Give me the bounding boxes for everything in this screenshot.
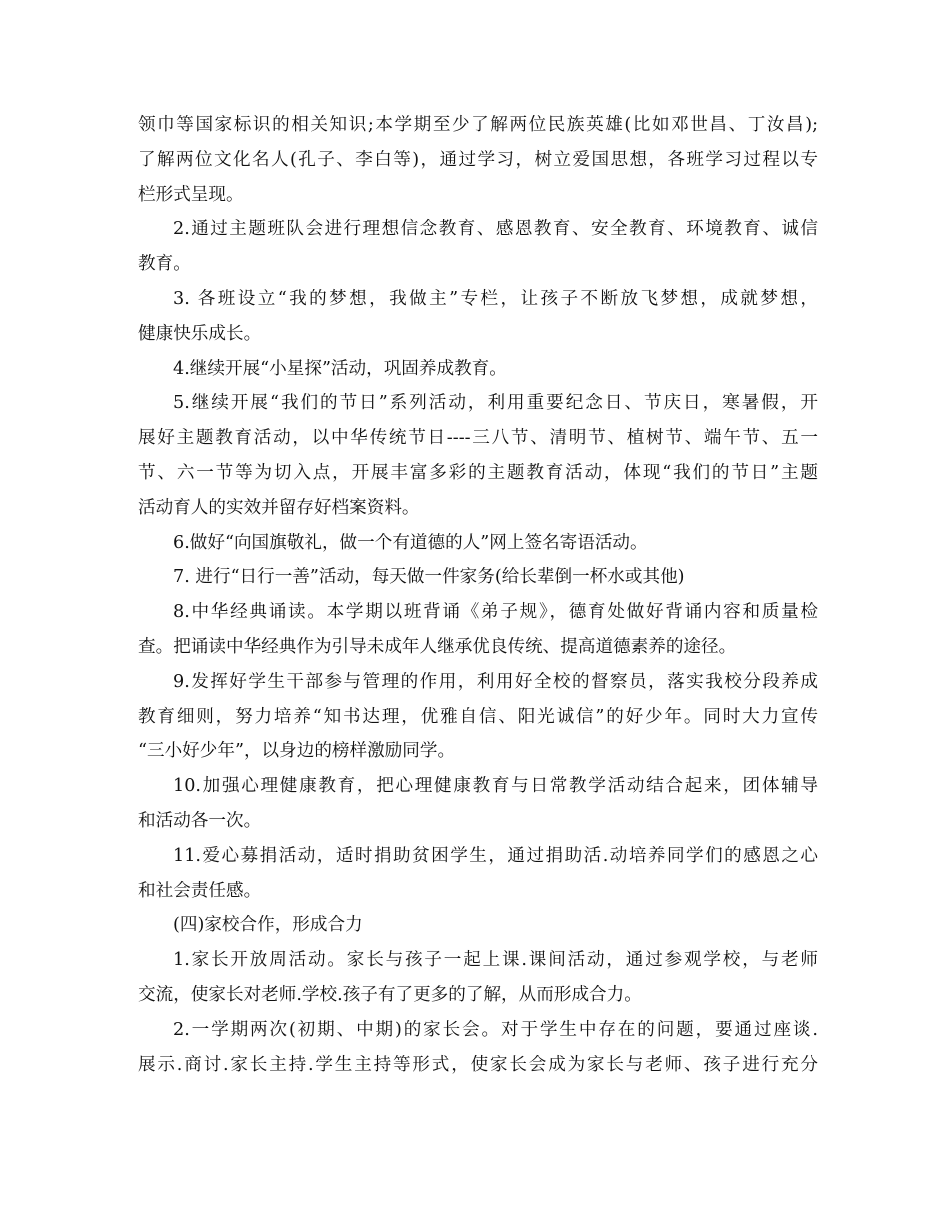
- text-line: 教育。: [138, 254, 191, 275]
- text-line: 了解两位文化名人(孔子、李白等)，通过学习，树立爱国思想，各班学习过程以专: [138, 149, 818, 170]
- text-line: 活动育人的实效并留存好档案资料。: [138, 497, 420, 518]
- text-line: 2.一学期两次(初期、中期)的家长会。对于学生中存在的问题，要通过座谈.: [173, 1019, 818, 1040]
- text-line: 11.爱心募捐活动，适时捐助贫困学生，通过捐助活.动培养同学们的感恩之心: [173, 845, 818, 866]
- text-line: 7. 进行“日行一善”活动，每天做一件家务(给长辈倒一杯水或其他): [173, 567, 685, 588]
- text-line: 9.发挥好学生干部参与管理的作用，利用好全校的督察员，落实我校分段养成: [173, 671, 818, 692]
- text-line: 6.做好“向国旗敬礼，做一个有道德的人”网上签名寄语活动。: [173, 532, 648, 553]
- text-line: “三小好少年”，以身边的榜样激励同学。: [138, 741, 456, 762]
- text-line: 栏形式呈现。: [138, 184, 244, 205]
- text-line: 查。把诵读中华经典作为引导未成年人继承优良传统、提高道德素养的途径。: [138, 636, 737, 657]
- text-line: 领巾等国家标识的相关知识;本学期至少了解两位民族英雄(比如邓世昌、丁汝昌);: [138, 115, 818, 135]
- text-line: 健康快乐成长。: [138, 323, 262, 344]
- text-line: 展好主题教育活动，以中华传统节日----三八节、清明节、植树节、端午节、五一: [138, 428, 818, 449]
- text-line: 和社会责任感。: [138, 880, 262, 901]
- text-line: 教育细则，努力培养“知书达理，优雅自信、阳光诚信”的好少年。同时大力宣传: [138, 706, 818, 727]
- text-line: 3. 各班设立“我的梦想，我做主”专栏，让孩子不断放飞梦想，成就梦想，: [173, 288, 818, 309]
- text-line: 10.加强心理健康教育，把心理健康教育与日常教学活动结合起来，团体辅导: [173, 776, 818, 797]
- text-line: 1.家长开放周活动。家长与孩子一起上课.课间活动，通过参观学校，与老师: [173, 950, 818, 971]
- text-line: 8.中华经典诵读。本学期以班背诵《弟子规》，德育处做好背诵内容和质量检: [173, 602, 818, 623]
- text-line: 5.继续开展“我们的节日”系列活动，利用重要纪念日、节庆日，寒暑假，开: [173, 393, 818, 414]
- text-line: 4.继续开展“小星探”活动，巩固养成教育。: [173, 358, 507, 379]
- text-line: 交流，使家长对老师.学校.孩子有了更多的了解，从而形成合力。: [138, 984, 642, 1005]
- section-heading: (四)家校合作，形成合力: [173, 915, 363, 936]
- text-line: 和活动各一次。: [138, 810, 262, 831]
- text-line: 2.通过主题班队会进行理想信念教育、感恩教育、安全教育、环境教育、诚信: [173, 219, 818, 240]
- document-page: [138, 108, 818, 1082]
- text-line: 节、六一节等为切入点，开展丰富多彩的主题教育活动，体现“我们的节日”主题: [138, 462, 818, 483]
- text-line: 展示.商讨.家长主持.学生主持等形式，使家长会成为家长与老师、孩子进行充分: [138, 1054, 818, 1075]
